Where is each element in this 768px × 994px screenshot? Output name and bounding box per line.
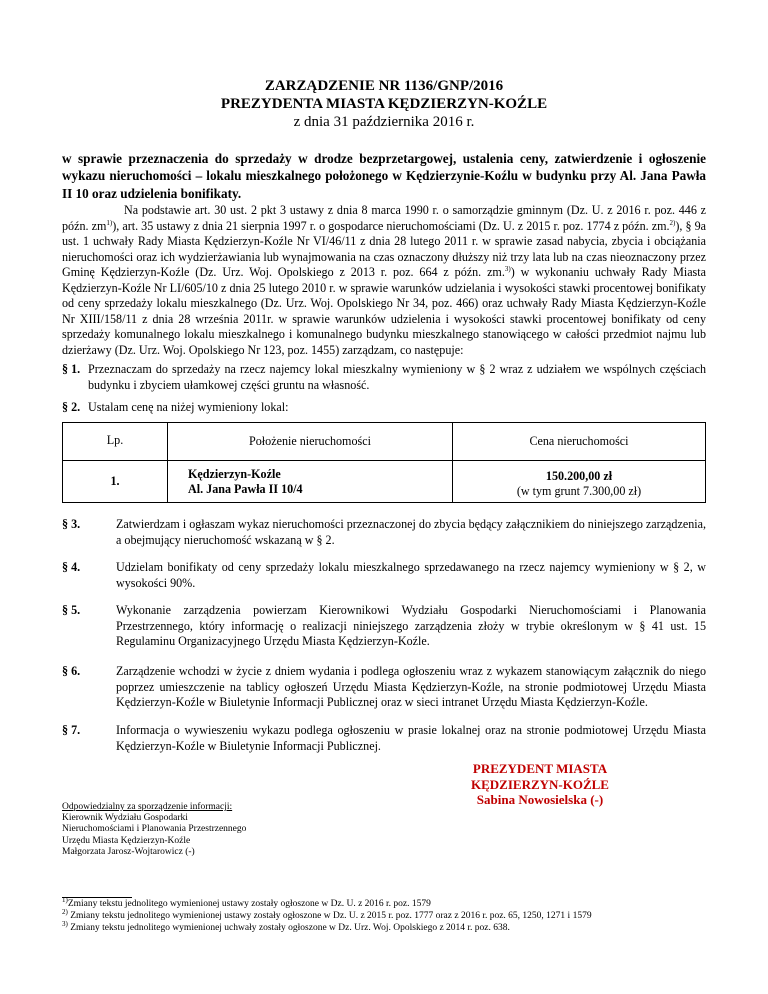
price-note: (w tym grunt 7.300,00 zł) bbox=[516, 483, 642, 498]
document-subject: w sprawie przeznaczenia do sprzedaży w drodze bezprzetargowej, ustalenia ceny, zatwierdzenie i ogłoszenie wykazu nieruchomości – lokalu mieszkalnego położonego w Kędzierzynie-Koźlu w budynku przy Al. Jana Pawła II 10 oraz udzielenia bonifikaty. bbox=[62, 151, 706, 201]
property-table bbox=[62, 422, 706, 503]
table-row bbox=[63, 461, 706, 503]
section-number: § 3. bbox=[62, 517, 81, 531]
section-text: Zarządzenie wchodzi w życie z dniem wydania i podlega ogłoszeniu wraz z wykazem stanowiącym załącznik do niego poprzez umieszczenie na tablicy ogłoszeń Urzędu Miasta Kędzierzyn-Koźle, na stronie podmiotowej Urzędu Miasta Kędzierzyn-Koźle w Biuletynie Informacji Publicznej oraz w sieci intranet Urzędu Miasta Kędzierzyn-Koźle. bbox=[116, 664, 706, 709]
section-number: § 1. bbox=[62, 362, 81, 376]
legal-basis-part3: ), § 9a ust. 1 uchwały Rady Miasta Kędzierzyn-Koźle Nr VI/46/11 z dnia 28 lutego 2011 r. w sprawie zasad nabycia, zbycia i obciążania nieruchomości oraz ich wydzierżawiania lub wynajmowania na czas oznaczony dłuższy niż trzy lata lub na czas nieoznaczony przez Gminę Kędzierzyn-Koźle (Dz. Urz. Woj. Opolskiego z 2013 r. poz. 664 z późn. zm. bbox=[62, 218, 706, 279]
document-issuer: PREZYDENTA MIASTA KĘDZIERZYN-KOŹLE bbox=[220, 96, 548, 112]
responsible-line: Nieruchomościami i Planowania Przestrzennego bbox=[62, 824, 247, 835]
footnote: $^{1)}$Zmiany tekstu jednolitego wymienionej ustawy zostały ogłoszone w Dz. U. z 2016 r. poz. 1579 bbox=[62, 895, 431, 909]
section-number: § 6. bbox=[62, 664, 81, 678]
section-number: § 5. bbox=[62, 603, 81, 617]
document-date: z dnia 31 października 2016 r. bbox=[293, 114, 475, 130]
signature-block bbox=[430, 761, 650, 808]
footnote-ref-1: 1) bbox=[106, 218, 113, 227]
footnote-ref-3: 3) bbox=[504, 264, 511, 273]
location-city: Kędzierzyn-Koźle bbox=[188, 466, 281, 481]
footnote-separator bbox=[62, 897, 132, 898]
footnote: $^{3)}$ Zmiany tekstu jednolitego wymienionej uchwały zostały ogłoszone w Dz. Urz. Woj. Opolskiego z 2014 r. poz. 638. bbox=[62, 919, 510, 933]
section-text: Udzielam bonifikaty od ceny sprzedaży lokalu mieszkalnego sprzedawanego na rzecz najemcy wymieniony w § 2, w wysokości 90%. bbox=[116, 560, 706, 590]
legal-basis-part1: Na podstawie art. 30 ust. 2 pkt 3 ustawy z dnia 8 marca 1990 r. o samorządzie gminnym (Dz. U. z 2016 r. poz. 446 z późn. zm bbox=[62, 203, 706, 233]
location-address: Al. Jana Pawła II 10/4 bbox=[188, 481, 303, 496]
signature-city: KĘDZIERZYN-KOŹLE bbox=[471, 776, 609, 792]
section-number: § 2. bbox=[62, 400, 81, 414]
section-text: Wykonanie zarządzenia powierzam Kierownikowi Wydziału Gospodarki Nieruchomościami i Planowania Przestrzennego, który informację o realizacji niniejszego zarządzenia złoży w trybie określonym w § 41 ust. 15 Regulaminu Organizacyjnego Urzędu Miasta Kędzierzyn-Koźle. bbox=[116, 603, 706, 648]
responsible-line: Kierownik Wydziału Gospodarki bbox=[62, 813, 188, 824]
signature-title: PREZYDENT MIASTA bbox=[472, 761, 608, 776]
section-number: § 4. bbox=[62, 560, 81, 574]
document-title: ZARZĄDZENIE NR 1136/GNP/2016 bbox=[264, 78, 504, 94]
footnote: $^{2)}$ Zmiany tekstu jednolitego wymienionej ustawy zostały ogłoszone w Dz. U. z 2015 r. poz. 1777 oraz z 2016 r. poz. 65, 1250, 1271 i 1579 bbox=[62, 907, 592, 921]
header-price: Cena nieruchomości bbox=[453, 423, 706, 461]
footnote-ref-2: 2) bbox=[669, 218, 676, 227]
legal-basis-part2: ), art. 35 ustawy z dnia 21 sierpnia 1997 r. o gospodarce nieruchomościami (Dz. U. z 2015 r. poz. 1774 z późn. zm. bbox=[112, 218, 670, 233]
section-text: Informacja o wywieszeniu wykazu podlega ogłoszeniu w prasie lokalnej oraz na stronie podmiotowej Urzędu Miasta Kędzierzyn-Koźle w Biuletynie Informacji Publicznej. bbox=[116, 723, 706, 753]
legal-basis-part4: ) w wykonaniu uchwały Rady Miasta Kędzierzyn-Koźle Nr LI/605/10 z dnia 25 lutego 2010 r. w sprawie warunków udzielania i wysokości stawki procentowej bonifikaty od ceny sprzedaży lokalu mieszkalnego (Dz. Urz. Woj. Opolskiego Nr 34, poz. 466) oraz uchwały Rady Miasta Kędzierzyn-Koźle Nr XIII/158/11 z dnia 28 września 2011r. w sprawie warunków udzielenia i wysokości stawki procentowej bonifikaty od ceny sprzedaży komunalnego lokalu mieszkalnego i komunalnego budynku mieszkalnego stanowiącego w całości przedmiot najmu lub dzierżawy (Dz. Urz. Woj. Opolskiego Nr 123, poz. 1455) zarządzam, co następuje: bbox=[62, 265, 706, 357]
responsible-title: Odpowiedzialny za sporządzenie informacji: bbox=[62, 802, 233, 812]
cell-location bbox=[168, 461, 453, 503]
header-location: Położenie nieruchomości bbox=[168, 423, 453, 461]
legal-basis bbox=[62, 203, 706, 358]
responsible-line: Urzędu Miasta Kędzierzyn-Koźle bbox=[62, 835, 191, 846]
cell-lp: 1. bbox=[63, 461, 168, 503]
section-number: § 7. bbox=[62, 723, 81, 737]
responsible-line: Małgorzata Jarosz-Wojtarowicz (-) bbox=[62, 846, 195, 857]
section-text: Zatwierdzam i ogłaszam wykaz nieruchomości przeznaczonej do zbycia będący załącznikiem do niniejszego zarządzenia, a obejmujący nieruchomość wskazaną w § 2. bbox=[116, 517, 706, 547]
responsible-person bbox=[62, 802, 246, 858]
price-value: 150.200,00 zł bbox=[545, 468, 613, 483]
section-text: Ustalam cenę na niżej wymieniony lokal: bbox=[88, 400, 289, 414]
section-text: Przeznaczam do sprzedaży na rzecz najemcy lokal mieszkalny wymieniony w § 2 wraz z udziałem we wspólnych częściach budynku i zbyciem ułamkowej części gruntu na własność. bbox=[88, 362, 706, 392]
signature-name: Sabina Nowosielska (-) bbox=[476, 792, 604, 807]
header-lp: Lp. bbox=[63, 423, 168, 461]
table-header-row bbox=[63, 423, 706, 461]
cell-price bbox=[453, 461, 706, 503]
